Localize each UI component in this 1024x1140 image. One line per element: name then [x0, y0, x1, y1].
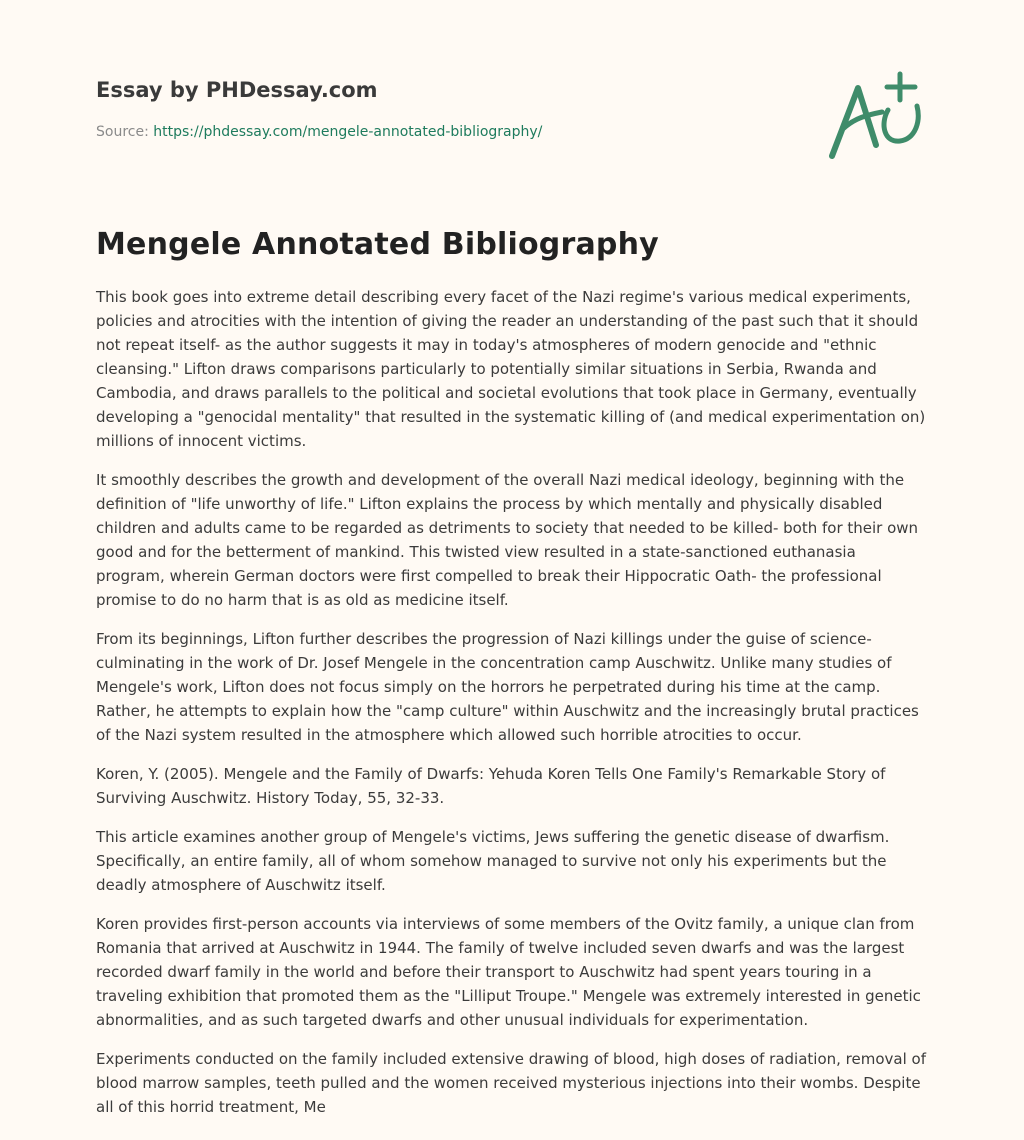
a-plus-logo-icon	[824, 70, 926, 162]
page-header	[96, 74, 926, 184]
essay-paragraph: Experiments conducted on the family included extensive drawing of blood, high doses of radiation, removal of blood marrow samples, teeth pulled and the women received mysterious injections into their wombs. Despite all of this horrid treatment, Me	[96, 1050, 926, 1116]
site-title: Essay by PHDessay.com	[96, 78, 378, 102]
page-title: Mengele Annotated Bibliography	[96, 227, 659, 262]
essay-paragraph: Koren provides first-person accounts via interviews of some members of the Ovitz family, a unique clan from Romania that arrived at Auschwitz in 1944. The family of twelve included seven dwarfs and was the largest recorded dwarf family in the world and before their transport to Auschwitz had spent years touring in a traveling exhibition that promoted them as the "Lilliput Troupe." Mengele was extremely interested in genetic abnormalities, and as such targeted dwarfs and other unusual individuals for experimentation.	[96, 915, 921, 1029]
source-label: Source:	[96, 124, 149, 140]
essay-paragraph: It smoothly describes the growth and development of the overall Nazi medical ideology, beginning with the definition of "life unworthy of life." Lifton explains the process by which mentally and physically disabled children and adults came to be regarded as detriments to society that needed to be killed- both for their own good and for the betterment of mankind. This twisted view resulted in a state-sanctioned euthanasia program, wherein German doctors were first compelled to break their Hippocratic Oath- the professional promise to do no harm that is as old as medicine itself.	[96, 471, 919, 609]
essay-paragraph: From its beginnings, Lifton further describes the progression of Nazi killings under the guise of science- culminating in the work of Dr. Josef Mengele in the concentration camp Auschwitz. Unlike many studies of Mengele's work, Lifton does not focus simply on the horrors he perpetrated during his time at the camp. Rather, he attempts to explain how the "camp culture" within Auschwitz and the increasingly brutal practices of the Nazi system resulted in the atmosphere which allowed such horrible atrocities to occur.	[96, 630, 919, 744]
source-line	[96, 122, 926, 142]
citation-paragraph: Koren, Y. (2005). Mengele and the Family of Dwarfs: Yehuda Koren Tells One Family's Remarkable Story of Surviving Auschwitz. History Today, 55, 32-33.	[96, 765, 886, 807]
essay-content	[96, 285, 928, 1134]
essay-paragraph: This article examines another group of Mengele's victims, Jews suffering the genetic disease of dwarfism. Specifically, an entire family, all of whom somehow managed to survive not only his experiments but the deadly atmosphere of Auschwitz itself.	[96, 828, 890, 894]
essay-paragraph: This book goes into extreme detail describing every facet of the Nazi regime's various medical experiments, policies and atrocities with the intention of giving the reader an understanding of the past such that it should not repeat itself- as the author suggests it may in today's atmospheres of modern genocide and "ethnic cleansing." Lifton draws comparisons particularly to potentially similar situations in Serbia, Rwanda and Cambodia, and draws parallels to the political and societal evolutions that took place in Germany, eventually developing a "genocidal mentality" that resulted in the systematic killing of (and medical experimentation on) millions of innocent victims.	[96, 288, 926, 450]
source-link[interactable]: https://phdessay.com/mengele-annotated-bibliography/	[153, 124, 543, 140]
